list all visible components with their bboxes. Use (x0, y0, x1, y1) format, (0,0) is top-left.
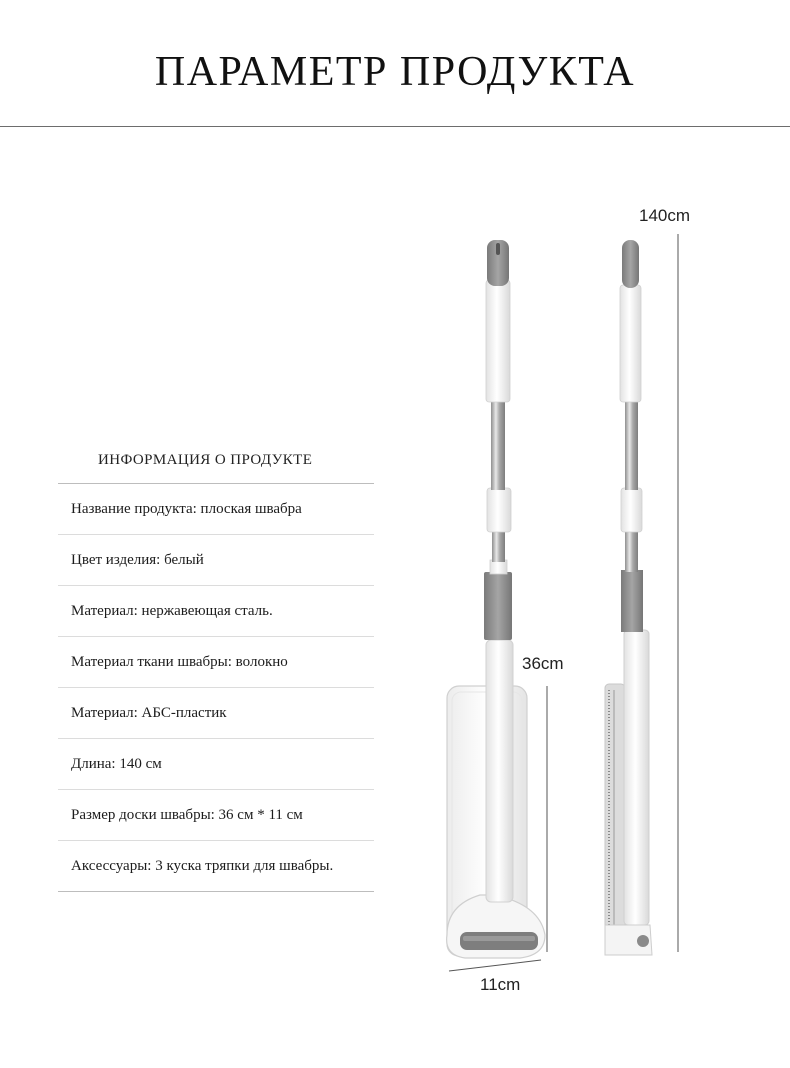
mop-upper-sleeve-side (620, 285, 641, 402)
height-label: 140cm (639, 206, 691, 225)
mop-pole-lower (492, 530, 505, 562)
info-row-label: Материал ткани швабры: волокно (71, 653, 288, 670)
mop-pole-middle (491, 400, 505, 490)
mop-body-side (624, 630, 649, 925)
info-row-label: Название продукта: плоская швабра (71, 500, 302, 517)
head-length-label: 36cm (522, 654, 564, 673)
mop-pole-lower-side (625, 530, 638, 572)
info-row-label: Материал: АБС-пластик (71, 704, 227, 721)
mop-handle-cap-side (622, 240, 639, 288)
head-width-label: 11cm (480, 975, 521, 994)
mop-grip-side (621, 570, 643, 632)
mop-pole-middle-side (625, 400, 638, 490)
mop-grip (484, 572, 512, 640)
mop-front-view (447, 240, 545, 958)
mop-hang-hole (496, 243, 500, 255)
mop-body (486, 640, 513, 902)
info-heading: ИНФОРМАЦИЯ О ПРОДУКТЕ (98, 452, 313, 468)
info-row-label: Аксессуары: 3 куска тряпки для швабры. (71, 857, 334, 874)
info-row-label: Цвет изделия: белый (71, 551, 204, 568)
mop-collar (490, 560, 507, 574)
mop-upper-sleeve (486, 280, 510, 402)
head-width-dimension-line (449, 960, 541, 971)
info-row-label: Размер доски швабры: 36 см * 11 см (71, 806, 303, 823)
page-title: ПАРАМЕТР ПРОДУКТА (154, 49, 636, 95)
mop-lock-ring-side (621, 488, 642, 532)
info-row-label: Материал: нержавеющая сталь. (71, 602, 273, 619)
info-row-label: Длина: 140 см (71, 755, 162, 772)
mop-wheel (637, 935, 649, 947)
mop-squeegee-stripe (463, 936, 535, 941)
mop-lock-ring (487, 488, 511, 532)
mop-side-view (605, 240, 652, 955)
